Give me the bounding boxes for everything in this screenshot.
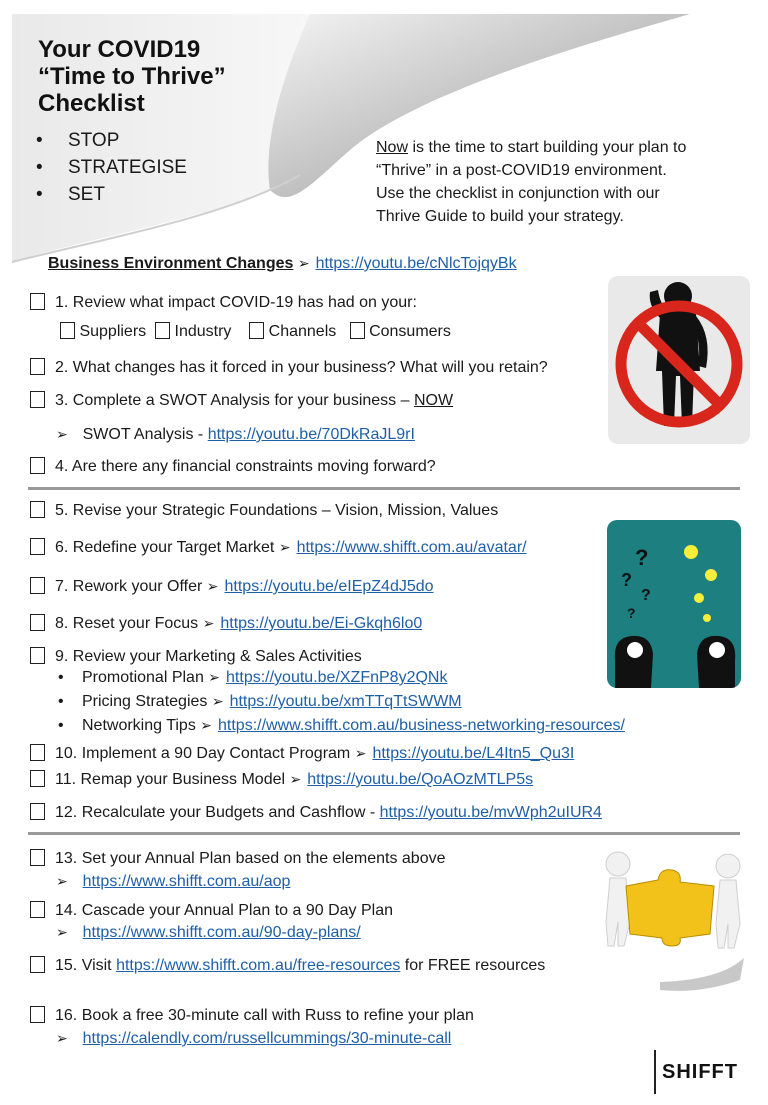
item13-link-row: ➢ https://www.shifft.com.au/aop xyxy=(56,873,291,890)
checkbox[interactable] xyxy=(30,901,45,918)
checkbox[interactable] xyxy=(30,457,45,474)
item15-link[interactable]: https://www.shifft.com.au/free-resources xyxy=(116,957,401,974)
swot-link[interactable]: https://youtu.be/70DkRaJL9rI xyxy=(207,426,415,443)
checkbox-consumers[interactable] xyxy=(350,322,365,339)
shifft-logo: SHIFFT xyxy=(654,1050,750,1094)
checkbox[interactable] xyxy=(30,577,45,594)
svg-text:?: ? xyxy=(635,545,649,570)
ideas-icon xyxy=(607,520,741,688)
stop-figure-icon xyxy=(608,276,750,444)
checkbox[interactable] xyxy=(30,803,45,820)
checklist-item-8: 8. Reset your Focus ➢ https://youtu.be/Ei-Gkqh6lo0 xyxy=(30,614,422,633)
checklist-item-3: 3. Complete a SWOT Analysis for your business – NOW xyxy=(30,391,453,410)
checkbox[interactable] xyxy=(30,647,45,664)
svg-text:?: ? xyxy=(621,570,632,590)
puzzle-piece-icon xyxy=(596,842,750,950)
checklist-item-14: 14. Cascade your Annual Plan to a 90 Day Plan xyxy=(30,901,393,920)
item16-link-row: ➢ https://calendly.com/russellcummings/30-minute-call xyxy=(56,1030,452,1047)
checkbox[interactable] xyxy=(30,538,45,555)
checkbox-suppliers[interactable] xyxy=(60,322,75,339)
heading-link[interactable]: https://youtu.be/cNlcTojqyBk xyxy=(315,255,517,272)
checkbox[interactable] xyxy=(30,956,45,973)
item7-link[interactable]: https://youtu.be/eIEpZ4dJ5do xyxy=(224,578,434,595)
checklist-item-15: 15. Visit https://www.shifft.com.au/free-resources for FREE resources xyxy=(30,956,545,975)
header-bullet-stop: • STOP xyxy=(36,130,120,151)
thinking-heads-image xyxy=(607,520,741,688)
item14-link[interactable]: https://www.shifft.com.au/90-day-plans/ xyxy=(82,924,361,941)
checklist-item-10: 10. Implement a 90 Day Contact Program ➢ https://youtu.be/L4Itn5_Qu3I xyxy=(30,744,574,763)
checkbox[interactable] xyxy=(30,849,45,866)
item6-link[interactable]: https://www.shifft.com.au/avatar/ xyxy=(296,539,527,556)
item14-link-row: ➢ https://www.shifft.com.au/90-day-plans/ xyxy=(56,924,361,941)
checkbox-channels[interactable] xyxy=(249,322,264,339)
section-heading-business-environment: Business Environment Changes ➢ https://youtu.be/cNlcTojqyBk xyxy=(48,255,517,272)
svg-text:?: ? xyxy=(641,587,651,604)
checkbox[interactable] xyxy=(30,501,45,518)
checkbox[interactable] xyxy=(30,770,45,787)
header-bullet-strategise: • STRATEGISE xyxy=(36,157,187,178)
item12-link[interactable]: https://youtu.be/mvWph2uIUR4 xyxy=(379,804,602,821)
promotional-plan-link[interactable]: https://youtu.be/XZFnP8y2QNk xyxy=(226,669,448,686)
section-divider xyxy=(28,832,740,835)
checklist-item-1: 1. Review what impact COVID-19 has had on your: xyxy=(30,293,417,312)
checklist-item-2: 2. What changes has it forced in your business? What will you retain? xyxy=(30,358,548,377)
item11-link[interactable]: https://youtu.be/QoAOzMTLP5s xyxy=(307,771,534,788)
networking-tips-link[interactable]: https://www.shifft.com.au/business-networking-resources/ xyxy=(218,717,625,734)
checklist-item-13: 13. Set your Annual Plan based on the elements above xyxy=(30,849,446,868)
checkbox[interactable] xyxy=(30,391,45,408)
pricing-strategies-link[interactable]: https://youtu.be/xmTTqTtSWWM xyxy=(229,693,462,710)
stop-sign-image xyxy=(608,276,750,444)
checkbox[interactable] xyxy=(30,1006,45,1023)
checkbox[interactable] xyxy=(30,293,45,310)
svg-text:?: ? xyxy=(627,605,636,621)
checklist-item-5: 5. Revise your Strategic Foundations – Vision, Mission, Values xyxy=(30,501,498,520)
checklist-item-7: 7. Rework your Offer ➢ https://youtu.be/eIEpZ4dJ5do xyxy=(30,577,434,596)
item8-link[interactable]: https://youtu.be/Ei-Gkqh6lo0 xyxy=(220,615,423,632)
checkbox-industry[interactable] xyxy=(155,322,170,339)
bullet-pricing-strategies: • Pricing Strategies ➢ https://youtu.be/xmTTqTtSWWM xyxy=(58,693,462,710)
bullet-promotional-plan: • Promotional Plan ➢ https://youtu.be/XZFnP8y2QNk xyxy=(58,669,448,686)
item13-link[interactable]: https://www.shifft.com.au/aop xyxy=(82,873,291,890)
checkbox[interactable] xyxy=(30,744,45,761)
puzzle-team-image xyxy=(596,842,750,950)
item10-link[interactable]: https://youtu.be/L4Itn5_Qu3I xyxy=(372,745,575,762)
bullet-networking-tips: • Networking Tips ➢ https://www.shifft.com.au/business-networking-resources/ xyxy=(58,717,625,734)
swot-link-row: ➢ SWOT Analysis - https://youtu.be/70DkRaJL9rI xyxy=(56,426,415,443)
header-bullet-set: • SET xyxy=(36,184,105,205)
checklist-item-12: 12. Recalculate your Budgets and Cashflow - https://youtu.be/mvWph2uIUR4 xyxy=(30,803,602,822)
checklist-item-11: 11. Remap your Business Model ➢ https://youtu.be/QoAOzMTLP5s xyxy=(30,770,533,789)
intro-paragraph: Now is the time to start building your plan to “Thrive” in a post-COVID19 environment. Use the checklist in conjunction with our Thrive Guide to build your strategy. xyxy=(376,139,687,225)
impact-options: Suppliers Industry Channels Consumers xyxy=(60,322,451,341)
section-divider xyxy=(28,487,740,490)
checkbox[interactable] xyxy=(30,358,45,375)
checklist-item-16: 16. Book a free 30-minute call with Russ to refine your plan xyxy=(30,1006,474,1025)
checklist-item-4: 4. Are there any financial constraints moving forward? xyxy=(30,457,436,476)
checklist-item-6: 6. Redefine your Target Market ➢ https://www.shifft.com.au/avatar/ xyxy=(30,538,527,557)
page-title: Your COVID19 “Time to Thrive” Checklist xyxy=(38,36,226,117)
checkbox[interactable] xyxy=(30,614,45,631)
decorative-swoosh xyxy=(660,950,750,1000)
checklist-item-9: 9. Review your Marketing & Sales Activities xyxy=(30,647,362,666)
item16-link[interactable]: https://calendly.com/russellcummings/30-minute-call xyxy=(82,1030,452,1047)
